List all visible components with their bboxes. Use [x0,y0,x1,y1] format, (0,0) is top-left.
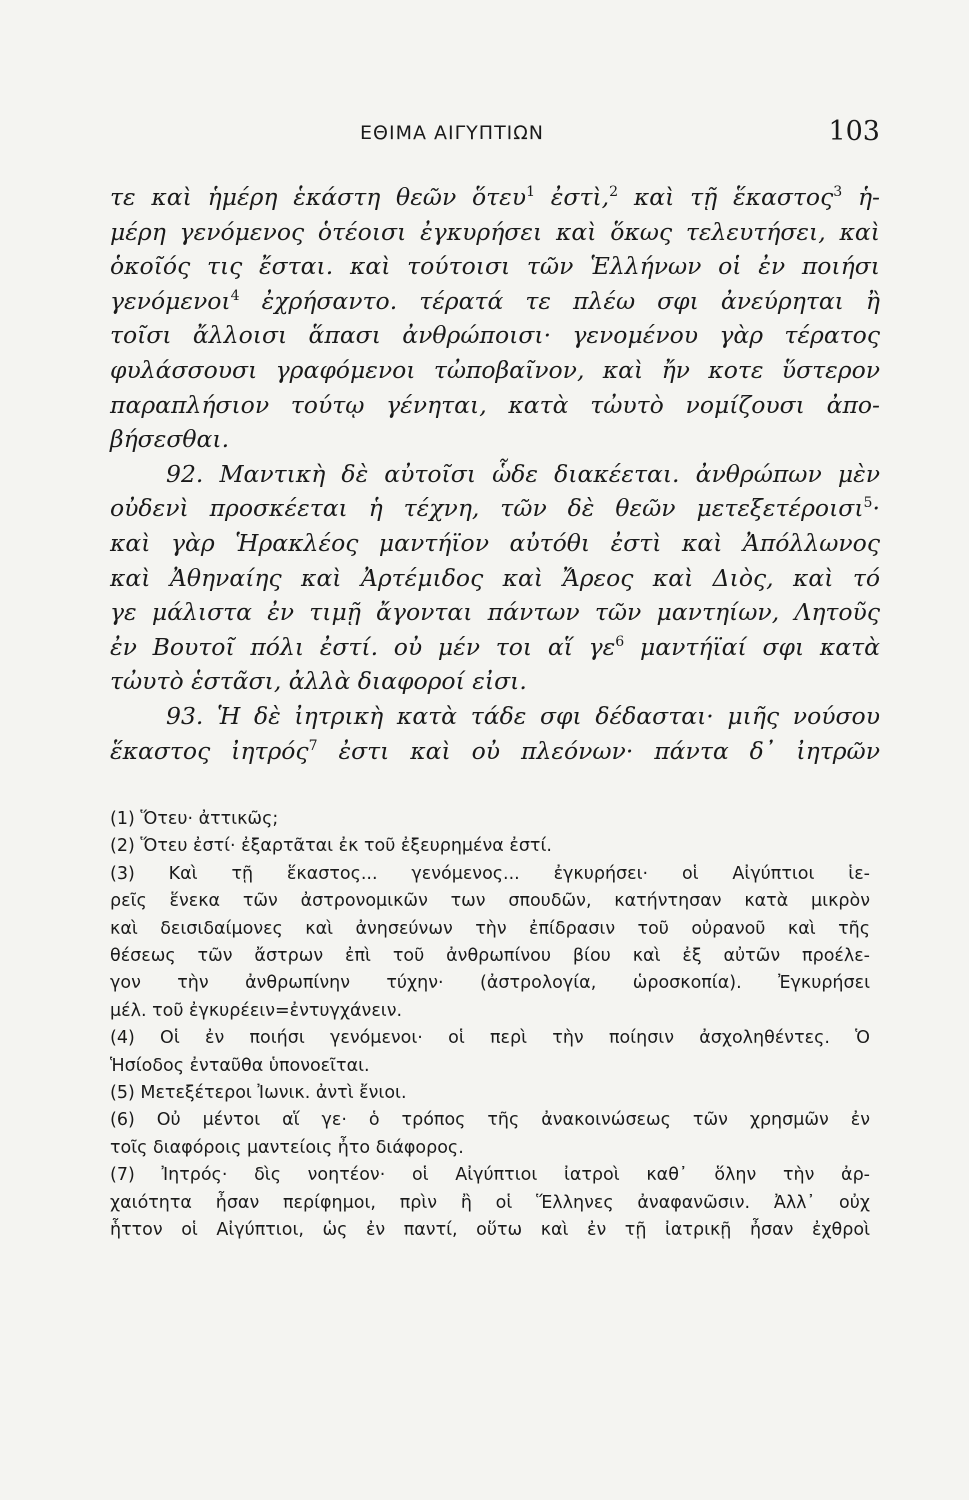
text-line: ὁκοῖός τις ἔσται. καὶ τούτοισι τῶν Ἑλλήνων οἱ ἐν ποιήσι [110,252,880,281]
running-title: ΕΘΙΜΑ ΑΙΓΥΠΤΙΩΝ [360,122,545,144]
footnote-line: θέσεως τῶν ἄστρων ἐπὶ τοῦ ἀνθρωπίνου βίου καὶ ἐξ αὐτῶν προέλε- [110,946,870,967]
footnote-line: (7) Ἰητρός· δὶς νοητέον· οἱ Αἰγύπτιοι ἰατροὶ καθ᾽ ὅλην τὴν ἀρ- [110,1165,870,1186]
footnote-line: (6) Οὐ μέντοι αἵ γε· ὁ τρόπος τῆς ἀνακοινώσεως τῶν χρησμῶν ἐν [110,1110,870,1131]
text-line: τοῖσι ἄλλοισι ἅπασι ἀνθρώποισι· γενομένου γὰρ τέρατος [110,321,880,350]
page-number: 103 [828,116,880,147]
text-line: καὶ Ἀθηναίης καὶ Ἀρτέμιδος καὶ Ἄρεος καὶ Διὸς, καὶ τό [110,563,880,592]
section-92-start: 92. Μαντικὴ δὲ αὐτοῖσι ὧδε διακέεται. ἀνθρώπων μὲν [166,459,880,488]
footnote-line: καὶ δεισιδαίμονες καὶ ἀνησεύνων τὴν ἐπίδρασιν τοῦ οὐρανοῦ καὶ τῆς [110,918,870,939]
footnote-line: χαιότητα ἦσαν περίφημοι, πρὶν ἢ οἱ Ἕλληνες ἀναφανῶσιν. Ἀλλ᾽ οὐχ [110,1192,870,1213]
main-text [110,180,880,768]
footnote-line: (4) Οἱ ἐν ποιήσι γενόμενοι· οἱ περὶ τὴν ποίησιν ἀσχοληθέντες. Ὁ [110,1028,870,1049]
footnote-line: μέλ. τοῦ ἐγκυρέειν=ἐντυγχάνειν. [110,1000,403,1021]
footnote-line: Ἡσίοδος ἐνταῦθα ὑπονοεῖται. [110,1055,370,1076]
text-line: βήσεσθαι. [110,425,230,454]
text-line: παραπλήσιον τούτῳ γένηται, κατὰ τὠυτὸ νομίζουσι ἀπο- [110,390,880,419]
text-line: μέρη γενόμενος ὁτέοισι ἐγκυρήσει καὶ ὅκως τελευτήσει, καὶ [110,217,880,246]
footnote-line: (3) Καὶ τῇ ἕκαστος... γενόμενος... ἐγκυρήσει· οἱ Αἰγύπτιοι ἱε- [110,863,870,884]
footnote-line: ἧττον οἱ Αἰγύπτιοι, ὡς ἐν παντί, οὕτω καὶ ἐν τῇ ἰατρικῇ ἦσαν ἐχθροὶ [110,1220,870,1241]
footnotes [110,806,870,1245]
text-line: οὐδενὶ προσκέεται ἡ τέχνη, τῶν δὲ θεῶν μετεξετέροισι$^5$· [110,494,880,523]
footnote-line: ρεῖς ἕνεκα τῶν ἀστρονομικῶν των σπουδῶν, κατήντησαν κατὰ μικρὸν [110,891,870,912]
text-line: γε μάλιστα ἐν τιμῇ ἄγονται πάντων τῶν μαντηίων, Λητοῦς [110,598,880,627]
footnote-line: (2) Ὅτευ ἐστί· ἐξαρτᾶται ἐκ τοῦ ἐξευρημένα ἐστί. [110,836,552,857]
section-93-start: 93. Ἡ δὲ ἰητρικὴ κατὰ τάδε σφι δέδασται· μιῆς νούσου [166,701,880,730]
text-line: τὠυτὸ ἑστᾶσι, ἀλλὰ διαφοροί εἰσι. [110,667,527,696]
text-line: τε καὶ ἡμέρη ἑκάστη θεῶν ὅτευ$^1$ ἐστὶ,$^2$ καὶ τῇ ἕκαστος$^3$ ἡ- [110,183,880,211]
text-line: γενόμενοι$^4$ ἐχρήσαντο. τέρατά τε πλέω σφι ἀνεύρηται ἢ [110,286,880,315]
text-line: καὶ γὰρ Ἡρακλέος μαντήϊον αὐτόθι ἐστὶ καὶ Ἀπόλλωνος [110,528,880,557]
text-line: ἕκαστος ἰητρός$^7$ ἐστι καὶ οὐ πλεόνων· πάντα δ᾽ ἰητρῶν [110,736,880,765]
text-line: ἐν Βουτοῖ πόλι ἐστί. οὐ μέν τοι αἵ $\gamma\varepsilon^6$ μαντήϊαί σφι κατὰ [110,632,881,661]
page-header [110,116,880,156]
footnote-line: γον τὴν ἀνθρωπίνην τύχην· (ἀστρολογία, ὡροσκοπία). Ἐγκυρήσει [110,973,870,994]
footnote-line: (1) Ὅτευ· ἀττικῶς; [110,809,279,829]
footnote-line: τοῖς διαφόροις μαντείοις ἦτο διάφορος. [110,1137,464,1158]
text-line: φυλάσσουσι γραφόμενοι τὠποβαῖνον, καὶ ἤν κοτε ὕστερον [110,355,880,384]
footnote-line: (5) Μετεξέτεροι Ἰωνικ. ἀντὶ ἔνιοι. [110,1083,407,1104]
